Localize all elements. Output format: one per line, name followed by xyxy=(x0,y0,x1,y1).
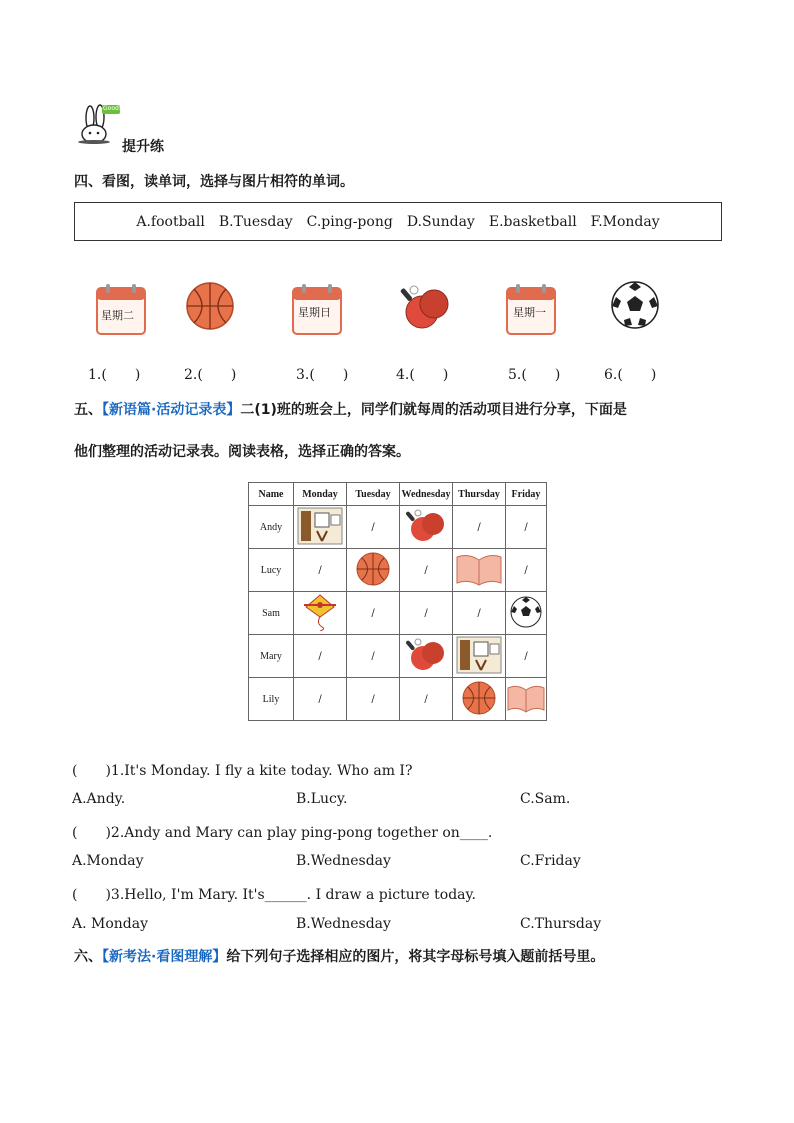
picture-easel-icon xyxy=(453,635,506,678)
football-icon xyxy=(506,592,547,635)
part6-text: 给下列句子选择相应的图片，将其字母标号填入题前括号里。 xyxy=(226,949,605,965)
table-row xyxy=(249,592,547,635)
word-option: D.Sunday xyxy=(406,213,475,230)
answer-slot-5[interactable]: 5.( ) xyxy=(508,367,561,383)
cell-slash: / xyxy=(506,549,547,592)
table-row xyxy=(249,678,547,721)
part5-text-line2: 他们整理的活动记录表。阅读表格，选择正确的答案。 xyxy=(74,444,410,460)
row-name: Lily xyxy=(249,678,294,721)
question-1-option-b[interactable]: B.Lucy. xyxy=(296,791,348,807)
part5-text-line1: 二(1)班的班会上，同学们就每周的活动项目进行分享，下面是 xyxy=(240,402,627,418)
calendar-tuesday-icon xyxy=(94,282,154,342)
table-header-name: Name xyxy=(249,483,294,506)
cell-slash: / xyxy=(506,506,547,549)
question-3-option-b[interactable]: B.Wednesday xyxy=(296,916,391,932)
word-option: F.Monday xyxy=(590,213,660,230)
answer-slot-2[interactable]: 2.( ) xyxy=(184,367,237,383)
row-name: Sam xyxy=(249,592,294,635)
kite-icon xyxy=(294,592,347,635)
row-name: Lucy xyxy=(249,549,294,592)
football-icon xyxy=(610,280,670,340)
ping-pong-icon xyxy=(400,506,453,549)
calendar-monday-icon xyxy=(504,282,564,342)
open-book-icon xyxy=(506,678,547,721)
calendar-label: 星期日 xyxy=(298,306,331,319)
question-2-option-c[interactable]: C.Friday xyxy=(520,853,581,869)
word-option: B.Tuesday xyxy=(218,213,293,230)
cell-slash: / xyxy=(294,549,347,592)
cell-slash: / xyxy=(453,506,506,549)
basketball-icon xyxy=(347,549,400,592)
section-heading: 提升练 xyxy=(122,139,164,155)
part5-instruction xyxy=(74,399,734,419)
cell-slash: / xyxy=(294,678,347,721)
row-name: Andy xyxy=(249,506,294,549)
question-3-option-a[interactable]: A. Monday xyxy=(72,916,149,932)
part5-prefix: 五、 xyxy=(74,402,102,418)
basketball-icon xyxy=(453,678,506,721)
table-header-day: Friday xyxy=(506,483,547,506)
table-row xyxy=(249,635,547,678)
mascot-badge: Good! xyxy=(103,105,122,112)
part5-tag: 【新语篇·活动记录表】 xyxy=(102,402,241,418)
word-bank-box xyxy=(74,202,722,241)
answer-slot-4[interactable]: 4.( ) xyxy=(396,367,449,383)
question-2-option-b[interactable]: B.Wednesday xyxy=(296,853,391,869)
ping-pong-icon xyxy=(400,635,453,678)
question-2-option-a[interactable]: A.Monday xyxy=(72,853,144,869)
calendar-label: 星期二 xyxy=(101,309,134,322)
cell-slash: / xyxy=(347,635,400,678)
part6-prefix: 六、 xyxy=(74,949,102,965)
cell-slash: / xyxy=(506,635,547,678)
open-book-icon xyxy=(453,549,506,592)
table-header-day: Thursday xyxy=(453,483,506,506)
row-name: Mary xyxy=(249,635,294,678)
table-row xyxy=(249,549,547,592)
answer-slot-3[interactable]: 3.( ) xyxy=(296,367,349,383)
table-header-day: Tuesday xyxy=(347,483,400,506)
calendar-sunday-icon xyxy=(290,282,350,342)
word-option: A.football xyxy=(136,213,205,230)
table-header-row xyxy=(249,483,547,506)
cell-slash: / xyxy=(453,592,506,635)
part4-title: 四、看图，读单词，选择与图片相符的单词。 xyxy=(74,174,354,190)
cell-slash: / xyxy=(400,592,453,635)
calendar-label: 星期一 xyxy=(513,306,546,319)
answer-slot-1[interactable]: 1.( ) xyxy=(88,367,141,383)
cell-slash: / xyxy=(400,549,453,592)
question-1-option-c[interactable]: C.Sam. xyxy=(520,791,571,807)
activity-table xyxy=(248,482,547,721)
bunny-mascot-icon xyxy=(74,104,124,144)
part6-instruction xyxy=(74,946,734,966)
table-row xyxy=(249,506,547,549)
cell-slash: / xyxy=(294,635,347,678)
part6-tag: 【新考法·看图理解】 xyxy=(102,949,227,965)
cell-slash: / xyxy=(347,592,400,635)
picture-easel-icon xyxy=(294,506,347,549)
basketball-icon xyxy=(184,280,244,340)
word-option: E.basketball xyxy=(488,213,577,230)
question-1-stem: ( )1.It's Monday. I fly a kite today. Who am I? xyxy=(72,763,413,779)
question-1-option-a[interactable]: A.Andy. xyxy=(72,791,126,807)
question-3-stem: ( )3.Hello, I'm Mary. It's______. I draw a picture today. xyxy=(72,887,477,903)
cell-slash: / xyxy=(347,506,400,549)
table-header-day: Wednesday xyxy=(400,483,453,506)
cell-slash: / xyxy=(400,678,453,721)
answer-slot-6[interactable]: 6.( ) xyxy=(604,367,657,383)
question-3-option-c[interactable]: C.Thursday xyxy=(520,916,602,932)
ping-pong-paddles-icon xyxy=(396,282,456,342)
word-option: C.ping-pong xyxy=(306,213,393,230)
cell-slash: / xyxy=(347,678,400,721)
table-header-day: Monday xyxy=(294,483,347,506)
question-2-stem: ( )2.Andy and Mary can play ping-pong together on____. xyxy=(72,825,493,841)
